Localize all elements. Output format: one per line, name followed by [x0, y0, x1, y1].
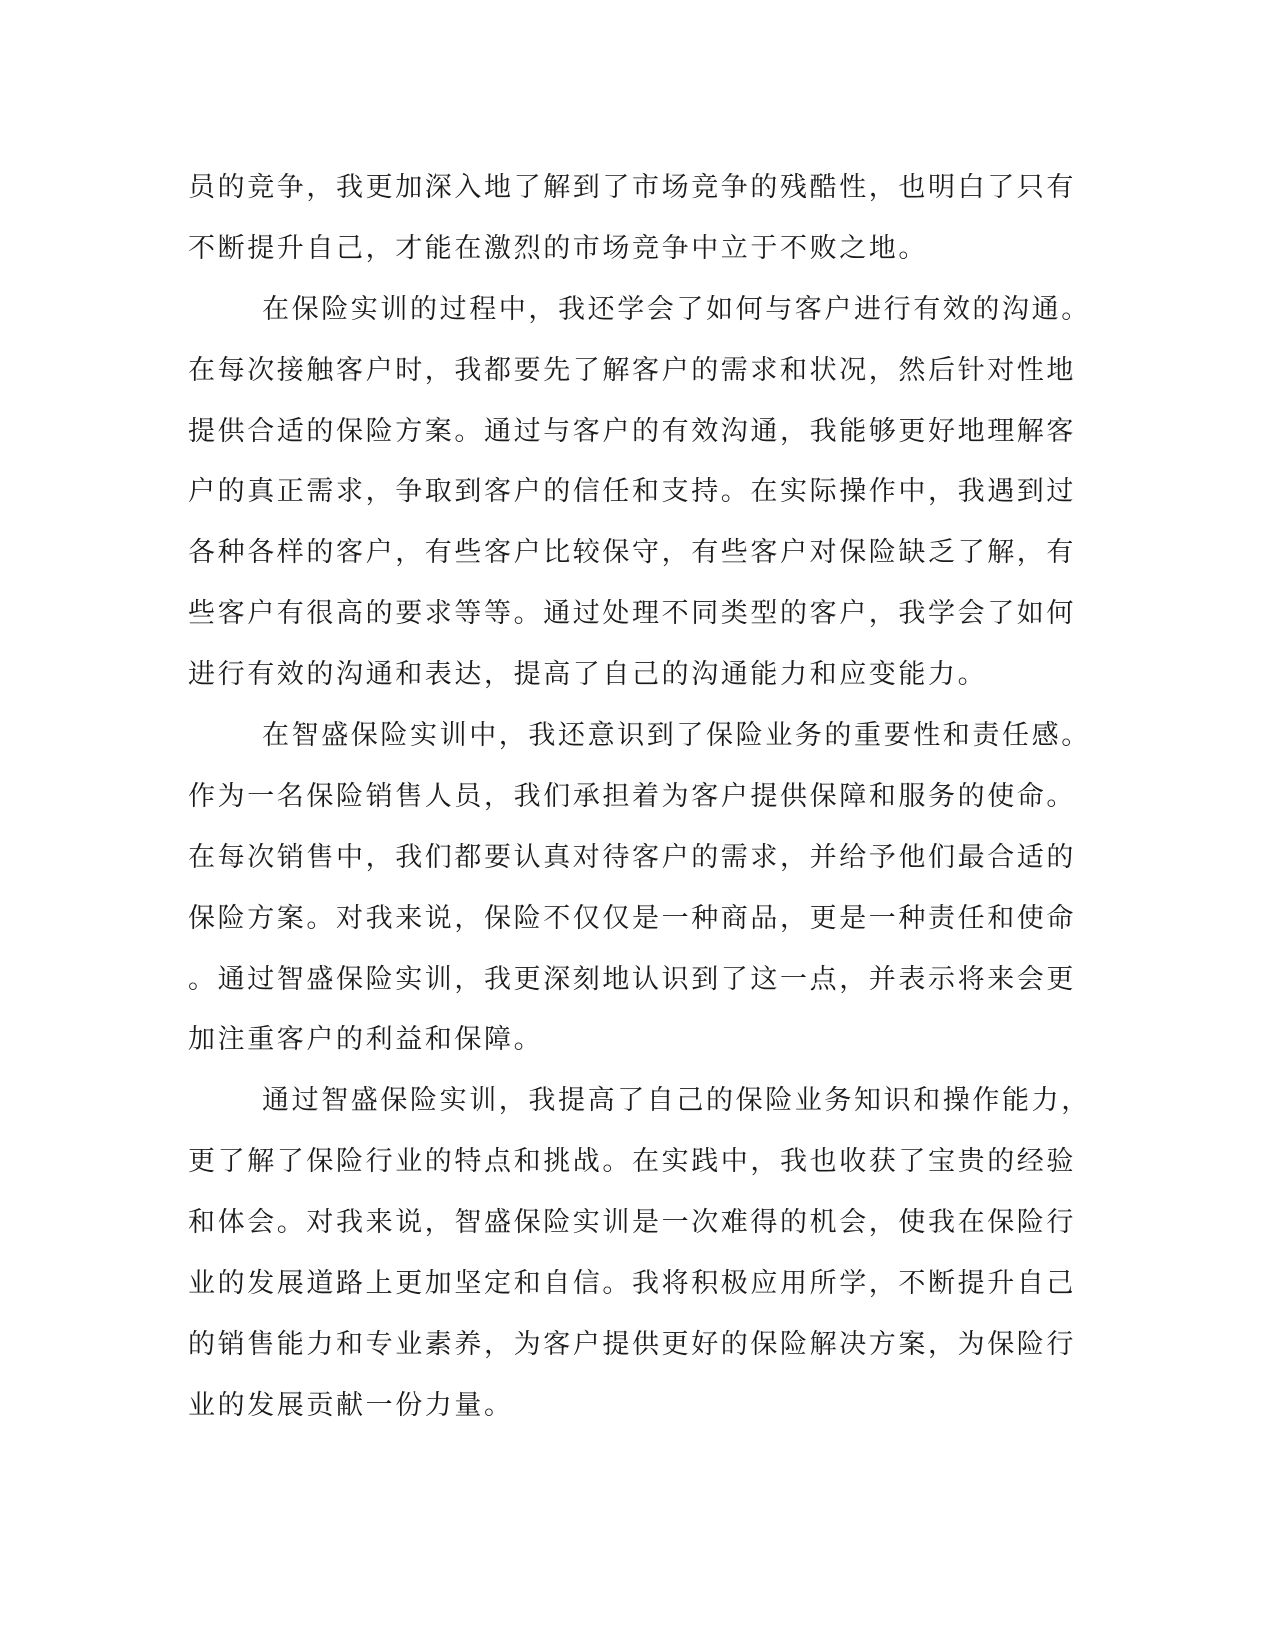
text-line: 的销售能力和专业素养，为客户提供更好的保险解决方案，为保险行 [188, 1328, 1076, 1360]
text-line: 业的发展道路上更加坚定和自信。我将积极应用所学，不断提升自己 [188, 1268, 1076, 1300]
text-line: 些客户有很高的要求等等。通过处理不同类型的客户，我学会了如何 [188, 598, 1076, 630]
text-line: 加注重客户的利益和保障。 [188, 1024, 544, 1056]
text-line: 提供合适的保险方案。通过与客户的有效沟通，我能够更好地理解客 [188, 415, 1076, 447]
text-line: 各种各样的客户，有些客户比较保守，有些客户对保险缺乏了解，有 [188, 537, 1076, 569]
text-line: 作为一名保险销售人员，我们承担着为客户提供保障和服务的使命。 [188, 780, 1076, 812]
text-line: 户的真正需求，争取到客户的信任和支持。在实际操作中，我遇到过 [188, 476, 1076, 508]
text-line: 不断提升自己，才能在激烈的市场竞争中立于不败之地。 [188, 232, 928, 264]
text-line: 业的发展贡献一份力量。 [188, 1389, 514, 1421]
text-line: 保险方案。对我来说，保险不仅仅是一种商品，更是一种责任和使命 [188, 902, 1076, 934]
paragraph-first-line: 在保险实训的过程中，我还学会了如何与客户进行有效的沟通。 [262, 293, 1091, 325]
text-line: 和体会。对我来说，智盛保险实训是一次难得的机会，使我在保险行 [188, 1207, 1076, 1239]
text-line: 在每次销售中，我们都要认真对待客户的需求，并给予他们最合适的 [188, 841, 1076, 873]
paragraph-first-line: 通过智盛保险实训，我提高了自己的保险业务知识和操作能力， [262, 1085, 1091, 1117]
text-line: 。通过智盛保险实训，我更深刻地认识到了这一点，并表示将来会更 [188, 963, 1076, 995]
text-line: 更了解了保险行业的特点和挑战。在实践中，我也收获了宝贵的经验 [188, 1146, 1076, 1178]
paragraph-first-line: 在智盛保险实训中，我还意识到了保险业务的重要性和责任感。 [262, 720, 1091, 752]
document-body [188, 158, 1091, 1437]
text-line: 在每次接触客户时，我都要先了解客户的需求和状况，然后针对性地 [188, 354, 1076, 386]
text-line: 进行有效的沟通和表达，提高了自己的沟通能力和应变能力。 [188, 659, 988, 691]
text-line: 员的竞争，我更加深入地了解到了市场竞争的残酷性，也明白了只有 [188, 172, 1076, 203]
